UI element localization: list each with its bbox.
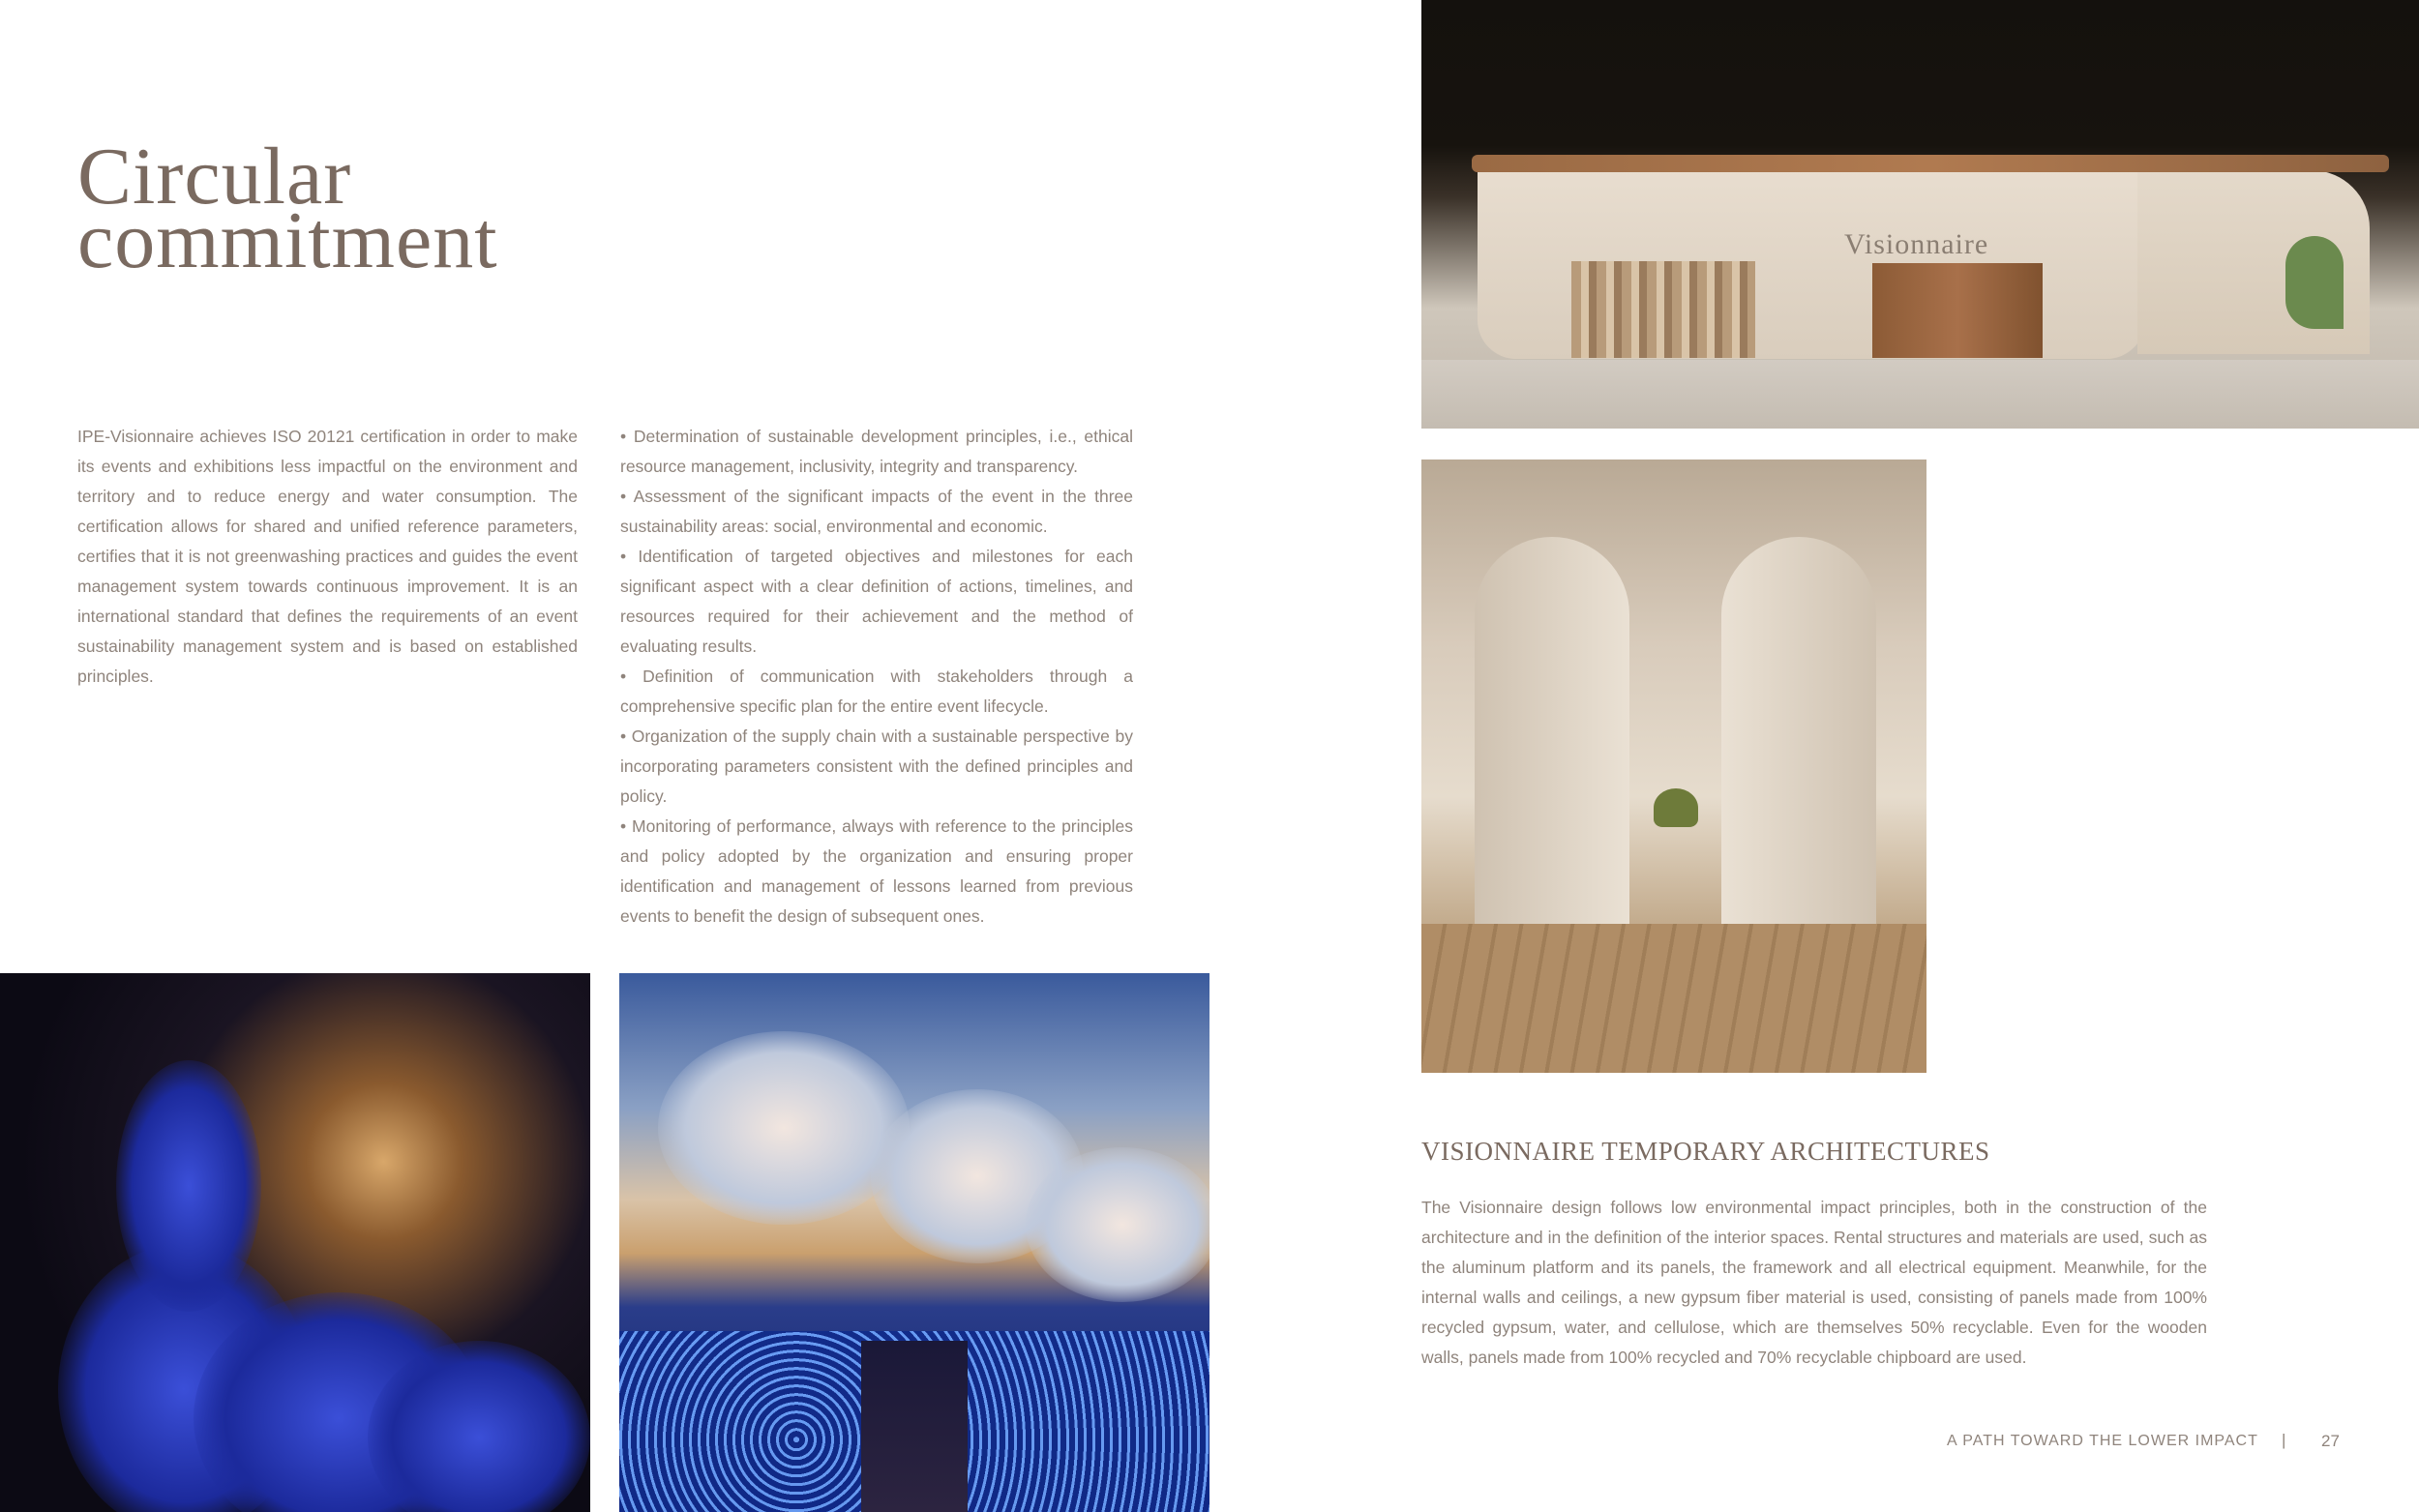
- booth-floor: [1421, 360, 2419, 429]
- page-title-line-1: Circular: [77, 132, 352, 222]
- tunnel-walkway: [861, 1341, 968, 1512]
- principle-item: • Assessment of the significant impacts of the event in the three sustainability areas: social, environmental and economic.: [620, 487, 1133, 536]
- booth-logo: Visionnaire: [1844, 228, 1989, 260]
- booth-mosaic-panel: [1571, 261, 1755, 358]
- corridor-photo: [1421, 460, 1926, 1073]
- intro-paragraph: IPE-Visionnaire achieves ISO 20121 certification in order to make its events and exhibitions less impactful on the environment and territory and to reduce energy and water consumption. The certification allows for shared and unified reference parameters, certifies that it is not greenwashing practices and guides the event management system towards continuous improvement. It is an international standard that defines the requirements of an event sustainability management system and is based on established principles.: [77, 427, 578, 686]
- section-heading: VISIONNAIRE TEMPORARY ARCHITECTURES: [1421, 1137, 1990, 1166]
- principle-item: • Monitoring of performance, always with reference to the principles and policy adopted by the organization and ensuring proper identification and management of lessons learned from previous events to benefit the design of subsequent ones.: [620, 816, 1133, 926]
- corridor-arch-left: [1475, 537, 1629, 943]
- principle-item: • Definition of communication with stakeholders through a comprehensive specific plan for the entire event lifecycle.: [620, 667, 1133, 716]
- page-title-line-2: commitment: [77, 195, 498, 285]
- principles-list: [620, 422, 1133, 932]
- dancer-figure: [116, 1060, 261, 1312]
- page-title: [77, 132, 498, 285]
- section-paragraph: The Visionnaire design follows low environmental impact principles, both in the construction of the architecture and in the definition of the interior spaces. Rental structures and materials are used, such as the aluminum platform and its panels, the framework and all electrical equipment. Meanwhile, for the internal walls and ceilings, a new gypsum fiber material is used, consisting of panels made from 100% recycled gypsum, water, and cellulose, which are themselves 50% recyclable. Even for the wooden walls, panels made from 100% recycled and 70% recyclable chipboard are used.: [1421, 1198, 2207, 1367]
- running-title: A PATH TOWARD THE LOWER IMPACT: [1947, 1433, 2258, 1449]
- corridor-arch-right: [1721, 537, 1876, 943]
- principle-item: • Organization of the supply chain with a sustainable perspective by incorporating parameters consistent with the defined principles and policy.: [620, 726, 1133, 806]
- booth-photo: [1421, 0, 2419, 429]
- projection-shape: [658, 1031, 910, 1225]
- booth-roof: [1472, 155, 2389, 172]
- booth-wood-panel: [1872, 263, 2043, 358]
- dancers-photo: [0, 973, 590, 1512]
- booth-arch-window: [2285, 236, 2344, 329]
- projection-shape: [1026, 1147, 1210, 1302]
- corridor-floor: [1421, 924, 1926, 1073]
- light-tunnel-photo: [619, 973, 1210, 1512]
- principle-item: • Identification of targeted objectives and milestones for each significant aspect with a clear definition of actions, timelines, and resources required for their achievement and the method of evaluating results.: [620, 547, 1133, 656]
- footer-separator: |: [2282, 1431, 2286, 1449]
- principle-item: • Determination of sustainable development principles, i.e., ethical resource management, inclusivity, integrity and transparency.: [620, 427, 1133, 476]
- corridor-plant: [1654, 788, 1698, 827]
- page-number: 27: [2321, 1432, 2340, 1450]
